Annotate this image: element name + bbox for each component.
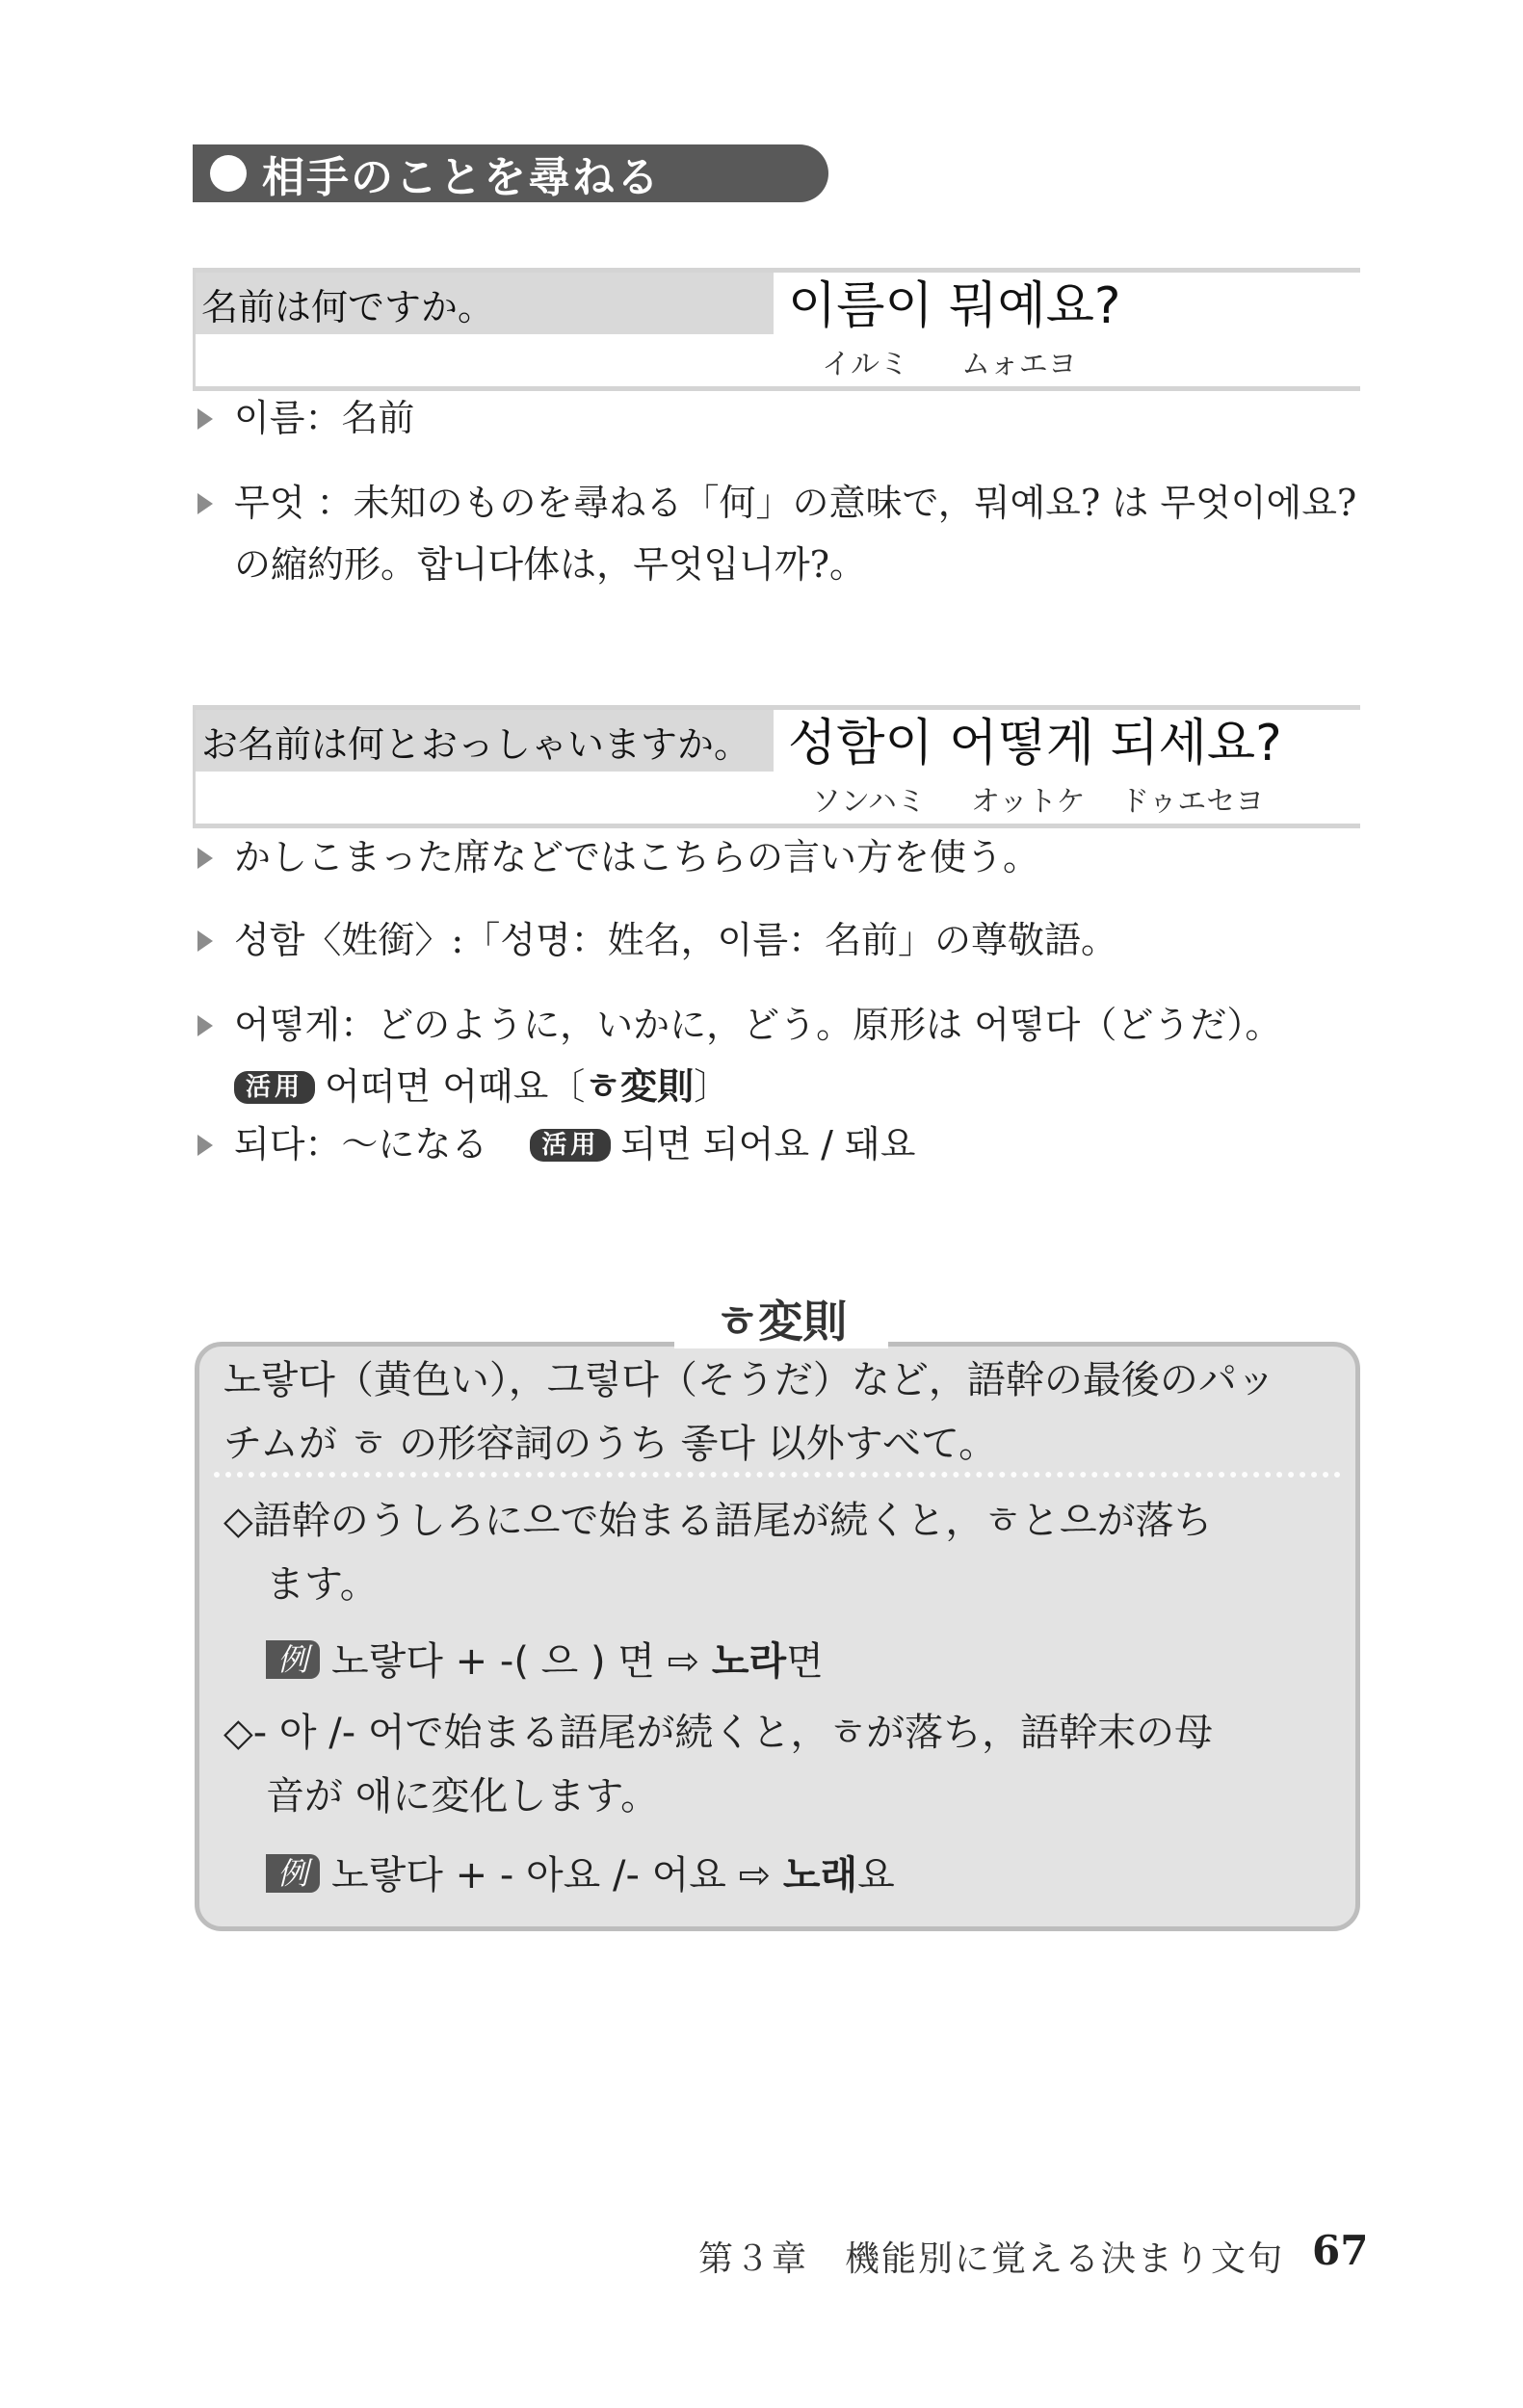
page-number: 67	[1312, 2227, 1369, 2274]
triangle-bullet-icon	[197, 1015, 213, 1036]
phrase-block-2	[193, 705, 1360, 828]
rule-example-2	[223, 1844, 1383, 1907]
rule-item-line: ◇語幹のうしろに으で始まる語尾が続くと，ㅎと으が落ち	[223, 1499, 1213, 1543]
triangle-bullet-icon	[197, 1135, 213, 1156]
triangle-bullet-icon	[197, 848, 213, 869]
note-text-continuation: の縮約形。합니다体は，무엇입니까?。	[234, 543, 867, 586]
note-text: 성함〈姓銜〉:「성명：姓名，이름：名前」の尊敬語。	[234, 919, 1118, 961]
phrase-korean: 성함이 어떻게 되세요?	[788, 715, 1282, 772]
rule-intro	[223, 1348, 1341, 1476]
example-badge: 例	[266, 1640, 320, 1679]
bracket-close: 〕	[694, 1065, 731, 1108]
rule-item-2	[223, 1701, 1341, 1828]
example-text: 면	[786, 1639, 824, 1684]
irregular-note: ㅎ変則	[585, 1065, 695, 1108]
rule-item-line: 音が 애に変化します。	[266, 1774, 660, 1819]
phrase-japanese: 名前は何ですか。	[196, 273, 774, 334]
rule-intro-line: 노랗다（黄色い），그렇다（そうだ）など，語幹の最後のパッ	[223, 1358, 1275, 1402]
phrase-reading: ムォエヨ	[961, 348, 1077, 381]
note-item	[197, 994, 1363, 1117]
phrase-japanese: お名前は何とおっしゃいますか。	[196, 710, 774, 772]
example-text: 노랗다 + - 아요 /- 어요 ⇨	[331, 1853, 783, 1898]
note-text: 이름：名前	[234, 397, 415, 439]
conjugation-badge: 活用	[530, 1129, 611, 1162]
note-text: かしこまった席などではこちらの言い方を使う。	[234, 836, 1040, 878]
section-header	[193, 144, 828, 202]
rule-title: ㅎ変則	[715, 1296, 848, 1348]
bracket-open: 〔	[548, 1065, 586, 1108]
note-item	[197, 472, 1363, 595]
note-item	[197, 826, 1363, 888]
phrase-korean: 이름이 뭐예요?	[788, 277, 1121, 335]
triangle-bullet-icon	[197, 930, 213, 952]
phrase-block-1	[193, 268, 1360, 391]
phrase-reading: ドゥエセヨ	[1120, 785, 1265, 819]
triangle-bullet-icon	[197, 408, 213, 430]
note-item	[197, 909, 1363, 971]
example-highlight: 노라	[711, 1639, 787, 1684]
conjugation-line	[197, 1056, 1363, 1117]
example-badge: 例	[266, 1854, 320, 1893]
phrase-reading: ソンハミ	[812, 785, 926, 819]
example-text: 요	[857, 1853, 895, 1898]
rule-intro-line: チムが ㅎ の形容詞のうち 좋다 以外すべて。	[223, 1422, 998, 1466]
conjugation-badge: 活用	[234, 1071, 315, 1104]
footer-chapter-title: 第３章 機能別に覚える決まり文句	[698, 2239, 1285, 2279]
example-highlight: 노래	[782, 1853, 858, 1898]
conjugation-forms: 되면 되어요 / 돼요	[620, 1123, 916, 1165]
phrase-reading: オットケ	[971, 785, 1086, 819]
section-title: 相手のことを尋ねる	[262, 153, 661, 202]
phrase-reading: イルミ	[822, 348, 908, 381]
example-text: 노랗다 + -( 으 ) 면 ⇨	[331, 1639, 712, 1684]
rule-item-line: ◇- 아 /- 어で始まる語尾が続くと，ㅎが落ち，語幹末の母	[223, 1711, 1214, 1755]
rule-item-line: ます。	[266, 1562, 379, 1607]
note-item	[197, 387, 1363, 449]
note-text: 무엇 ：未知のものを尋ねる「何」の意味で，뭐예요? は 무엇이에요?	[234, 482, 1357, 524]
rule-item-1	[223, 1489, 1341, 1616]
rule-example-1	[223, 1630, 1383, 1693]
note-text: 어떻게：どのように，いかに，どう。原形は 어떻다（どうだ）。	[234, 1004, 1282, 1046]
bullet-icon	[210, 155, 247, 192]
note-item	[197, 1113, 1363, 1175]
dotted-divider	[214, 1472, 1341, 1478]
conjugation-forms: 어떠면 어때요	[325, 1065, 549, 1108]
triangle-bullet-icon	[197, 493, 213, 514]
note-text: 되다：～になる	[234, 1123, 488, 1165]
